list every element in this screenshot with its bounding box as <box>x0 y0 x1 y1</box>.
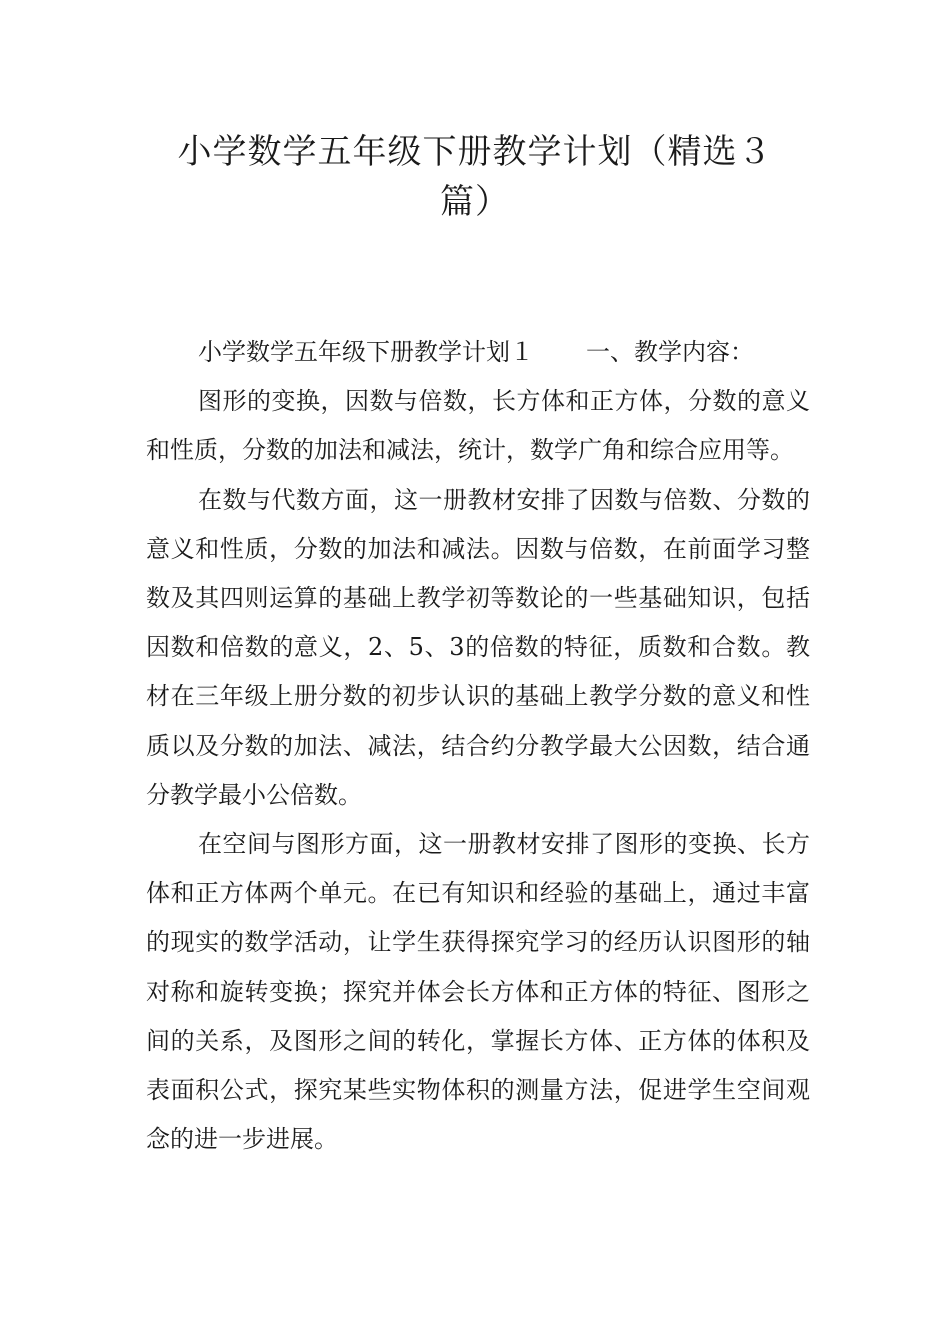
section-heading-paragraph <box>146 328 810 377</box>
content-subheading: 一、教学内容： <box>586 338 754 366</box>
title-line-2: 篇） <box>440 182 510 222</box>
title-line-1: 小学数学五年级下册教学计划（精选３ <box>177 132 773 172</box>
document-title <box>150 127 800 227</box>
paragraph-2: 在数与代数方面，这一册教材安排了因数与倍数、分数的意义和性质，分数的加法和减法。因数与倍数，在前面学习整数及其四则运算的基础上教学初等数论的一些基础知识，包括因数和倍数的意义，2、5、3的倍数的特征，质数和合数。教材在三年级上册分数的初步认识的基础上教学分数的意义和性质以及分数的加法、减法，结合约分教学最大公因数，结合通分教学最小公倍数。 <box>146 485 810 809</box>
document-body <box>146 328 810 1164</box>
section-heading: 小学数学五年级下册教学计划１ <box>198 338 534 366</box>
paragraph-3: 在空间与图形方面，这一册教材安排了图形的变换、长方体和正方体两个单元。在已有知识和经验的基础上，通过丰富的现实的数学活动，让学生获得探究学习的经历认识图形的轴对称和旋转变换；探究并体会长方体和正方体的特征、图形之间的关系，及图形之间的转化，掌握长方体、正方体的体积及表面积公式，探究某些实物体积的测量方法，促进学生空间观念的进一步进展。 <box>146 830 810 1154</box>
paragraph-1: 图形的变换，因数与倍数，长方体和正方体，分数的意义和性质，分数的加法和减法，统计，数学广角和综合应用等。 <box>146 387 810 465</box>
